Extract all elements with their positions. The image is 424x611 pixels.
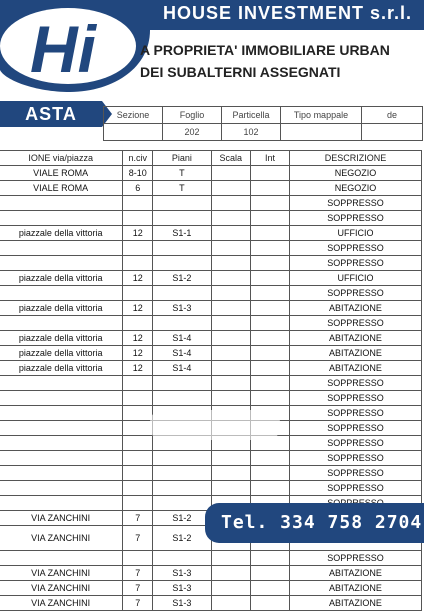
table-cell xyxy=(0,421,123,436)
table-cell: S1-3 xyxy=(153,581,211,596)
table-cell xyxy=(211,361,250,376)
table-cell xyxy=(211,331,250,346)
table-cell xyxy=(0,406,123,421)
table-row xyxy=(0,241,422,256)
table-row xyxy=(0,196,422,211)
table-cell: ABITAZIONE xyxy=(289,301,421,316)
table-cell: SOPPRESSO xyxy=(289,391,421,406)
table-cell xyxy=(123,241,153,256)
table-cell: S1-4 xyxy=(153,346,211,361)
table-cell xyxy=(0,286,123,301)
table-cell xyxy=(211,551,250,566)
header-value xyxy=(104,124,163,141)
table-row xyxy=(0,211,422,226)
table-cell: 7 xyxy=(123,526,153,551)
table-cell: VIALE ROMA xyxy=(0,166,123,181)
table-cell xyxy=(153,211,211,226)
table-row xyxy=(0,551,422,566)
table-cell xyxy=(211,596,250,611)
table-cell: 7 xyxy=(123,511,153,526)
table-cell: 8-10 xyxy=(123,166,153,181)
table-cell xyxy=(251,181,290,196)
table-cell xyxy=(153,451,211,466)
table-cell: SOPPRESSO xyxy=(289,406,421,421)
table-cell xyxy=(251,566,290,581)
table-cell xyxy=(251,451,290,466)
table-cell xyxy=(211,581,250,596)
parcel-header xyxy=(103,106,423,141)
table-cell: SOPPRESSO xyxy=(289,421,421,436)
table-cell: SOPPRESSO xyxy=(289,286,421,301)
table-cell xyxy=(211,196,250,211)
table-cell xyxy=(211,566,250,581)
table-cell: 12 xyxy=(123,271,153,286)
table-cell: SOPPRESSO xyxy=(289,241,421,256)
table-cell xyxy=(251,481,290,496)
table-cell xyxy=(123,406,153,421)
table-cell xyxy=(153,256,211,271)
table-cell: S1-3 xyxy=(153,301,211,316)
table-cell xyxy=(0,196,123,211)
table-cell: S1-2 xyxy=(153,511,211,526)
table-cell xyxy=(0,451,123,466)
table-cell xyxy=(251,301,290,316)
table-cell xyxy=(211,226,250,241)
table-cell xyxy=(123,376,153,391)
table-cell xyxy=(251,391,290,406)
table-cell: S1-3 xyxy=(153,596,211,611)
table-cell: 6 xyxy=(123,181,153,196)
table-cell xyxy=(251,551,290,566)
table-cell xyxy=(211,271,250,286)
table-cell xyxy=(251,271,290,286)
table-cell: S1-1 xyxy=(153,226,211,241)
table-cell: T xyxy=(153,181,211,196)
table-cell xyxy=(251,211,290,226)
table-row xyxy=(0,286,422,301)
table-cell: 12 xyxy=(123,226,153,241)
table-cell: piazzale della vittoria xyxy=(0,301,123,316)
table-cell: ABITAZIONE xyxy=(289,581,421,596)
table-row xyxy=(0,466,422,481)
table-row xyxy=(0,581,422,596)
table-cell: piazzale della vittoria xyxy=(0,331,123,346)
table-cell xyxy=(251,316,290,331)
table-row xyxy=(0,376,422,391)
table-cell xyxy=(251,466,290,481)
table-cell xyxy=(0,376,123,391)
auction-ribbon: ASTA xyxy=(0,101,102,127)
table-cell xyxy=(123,481,153,496)
table-cell xyxy=(211,301,250,316)
header-value: 102 xyxy=(222,124,281,141)
watermark xyxy=(150,410,280,440)
table-cell xyxy=(251,286,290,301)
table-cell xyxy=(251,166,290,181)
table-cell xyxy=(153,316,211,331)
table-cell: ABITAZIONE xyxy=(289,331,421,346)
table-row xyxy=(0,301,422,316)
table-cell xyxy=(153,481,211,496)
table-row xyxy=(0,451,422,466)
table-cell: 12 xyxy=(123,361,153,376)
table-cell: VIA ZANCHINI xyxy=(0,566,123,581)
table-cell xyxy=(123,391,153,406)
table-cell xyxy=(153,466,211,481)
table-cell: ABITAZIONE xyxy=(289,596,421,611)
table-cell xyxy=(211,466,250,481)
table-cell xyxy=(123,466,153,481)
table-cell xyxy=(0,256,123,271)
table-cell: SOPPRESSO xyxy=(289,551,421,566)
table-cell: VIA ZANCHINI xyxy=(0,596,123,611)
column-header: IONE via/piazza xyxy=(0,151,123,166)
column-header: n.civ xyxy=(123,151,153,166)
table-cell xyxy=(251,581,290,596)
table-cell xyxy=(251,596,290,611)
table-cell: SOPPRESSO xyxy=(289,451,421,466)
table-cell xyxy=(0,316,123,331)
table-cell: SOPPRESSO xyxy=(289,211,421,226)
table-cell: ABITAZIONE xyxy=(289,361,421,376)
table-cell: S1-2 xyxy=(153,526,211,551)
table-cell: VIA ZANCHINI xyxy=(0,581,123,596)
table-cell xyxy=(211,481,250,496)
table-cell: S1-3 xyxy=(153,566,211,581)
header-label: Sezione xyxy=(104,107,163,124)
table-row xyxy=(0,226,422,241)
table-row xyxy=(0,596,422,611)
table-row xyxy=(0,256,422,271)
table-cell: S1-4 xyxy=(153,331,211,346)
table-cell: NEGOZIO xyxy=(289,166,421,181)
table-cell xyxy=(251,196,290,211)
table-cell: 12 xyxy=(123,301,153,316)
table-cell xyxy=(0,481,123,496)
table-cell xyxy=(211,316,250,331)
document-subtitle: DEI SUBALTERNI ASSEGNATI xyxy=(140,64,341,80)
table-cell xyxy=(153,196,211,211)
table-row xyxy=(0,481,422,496)
company-name: HOUSE INVESTMENT s.r.l. xyxy=(162,3,412,23)
table-cell xyxy=(123,196,153,211)
table-cell: 7 xyxy=(123,596,153,611)
table-cell xyxy=(153,286,211,301)
table-cell xyxy=(123,551,153,566)
table-cell: 7 xyxy=(123,581,153,596)
company-logo xyxy=(0,0,150,100)
table-cell xyxy=(153,241,211,256)
table-cell xyxy=(211,241,250,256)
table-cell xyxy=(251,346,290,361)
table-cell: SOPPRESSO xyxy=(289,376,421,391)
table-cell: UFFICIO xyxy=(289,271,421,286)
table-cell xyxy=(153,376,211,391)
table-cell xyxy=(0,436,123,451)
table-cell xyxy=(153,391,211,406)
logo-text: Hi xyxy=(30,12,96,86)
table-cell xyxy=(211,256,250,271)
table-cell: SOPPRESSO xyxy=(289,481,421,496)
table-cell: piazzale della vittoria xyxy=(0,361,123,376)
table-cell xyxy=(123,421,153,436)
table-cell: piazzale della vittoria xyxy=(0,226,123,241)
table-cell xyxy=(211,166,250,181)
table-cell xyxy=(0,241,123,256)
table-cell xyxy=(153,496,211,511)
table-cell xyxy=(0,391,123,406)
table-cell: VIA ZANCHINI xyxy=(0,511,123,526)
table-cell xyxy=(251,226,290,241)
table-row xyxy=(0,316,422,331)
table-cell: 12 xyxy=(123,331,153,346)
table-cell xyxy=(123,436,153,451)
column-header: Scala xyxy=(211,151,250,166)
table-cell xyxy=(211,181,250,196)
table-cell xyxy=(123,211,153,226)
table-cell: 7 xyxy=(123,566,153,581)
table-cell: piazzale della vittoria xyxy=(0,346,123,361)
header-value: 202 xyxy=(163,124,222,141)
table-cell xyxy=(211,451,250,466)
table-row xyxy=(0,391,422,406)
table-row xyxy=(0,346,422,361)
table-row xyxy=(0,166,422,181)
header-label: Particella xyxy=(222,107,281,124)
column-header: Piani xyxy=(153,151,211,166)
document-title: A PROPRIETA' IMMOBILIARE URBAN xyxy=(140,42,390,58)
table-cell: S1-4 xyxy=(153,361,211,376)
table-cell: ABITAZIONE xyxy=(289,566,421,581)
table-row xyxy=(0,361,422,376)
table-cell xyxy=(251,361,290,376)
table-cell: VIA ZANCHINI xyxy=(0,526,123,551)
table-cell: 12 xyxy=(123,346,153,361)
table-cell xyxy=(123,451,153,466)
table-cell: T xyxy=(153,166,211,181)
table-cell xyxy=(0,496,123,511)
table-row xyxy=(0,331,422,346)
table-cell: VIALE ROMA xyxy=(0,181,123,196)
table-cell: SOPPRESSO xyxy=(289,316,421,331)
table-cell xyxy=(211,211,250,226)
table-cell xyxy=(251,331,290,346)
table-cell xyxy=(123,286,153,301)
table-cell xyxy=(211,346,250,361)
table-cell xyxy=(251,241,290,256)
phone-banner[interactable]: Tel. 334 758 2704 xyxy=(205,503,424,543)
table-cell xyxy=(123,316,153,331)
table-row xyxy=(0,181,422,196)
table-cell: UFFICIO xyxy=(289,226,421,241)
table-cell: NEGOZIO xyxy=(289,181,421,196)
header-label: Tipo mappale xyxy=(281,107,362,124)
table-cell xyxy=(211,391,250,406)
column-header: DESCRIZIONE xyxy=(289,151,421,166)
table-cell xyxy=(211,286,250,301)
table-row xyxy=(0,271,422,286)
table-cell xyxy=(153,551,211,566)
header-label: de xyxy=(362,107,423,124)
table-cell: S1-2 xyxy=(153,271,211,286)
table-cell: SOPPRESSO xyxy=(289,196,421,211)
table-cell: piazzale della vittoria xyxy=(0,271,123,286)
table-cell xyxy=(251,376,290,391)
table-cell: SOPPRESSO xyxy=(289,436,421,451)
table-cell xyxy=(123,496,153,511)
table-row xyxy=(0,566,422,581)
table-cell xyxy=(251,256,290,271)
table-cell xyxy=(0,551,123,566)
table-cell xyxy=(211,376,250,391)
table-cell: SOPPRESSO xyxy=(289,466,421,481)
column-header: Int xyxy=(251,151,290,166)
table-cell xyxy=(0,211,123,226)
table-cell: SOPPRESSO xyxy=(289,256,421,271)
table-cell xyxy=(0,466,123,481)
header-value xyxy=(362,124,423,141)
header-value xyxy=(281,124,362,141)
header-label: Foglio xyxy=(163,107,222,124)
table-cell xyxy=(123,256,153,271)
table-cell: ABITAZIONE xyxy=(289,346,421,361)
